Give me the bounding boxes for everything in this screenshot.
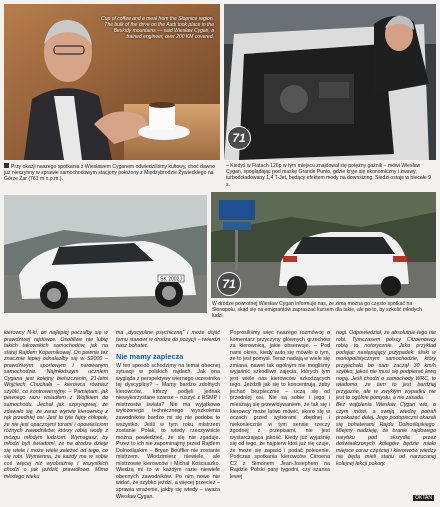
photo-white-car-rear	[211, 192, 436, 298]
article-col1-text: kierowcy N-ki, on najlepiej poczułby się w prawdziwej rajdówce. Osobliwe nie lubię takich takowskich samochodów, jak na starej Rajdem Kopernikowej. On pewnie też znacznie lepiej odnalazłby się w S2000 – prawdziwym sportowym i narowanym samochodzie. Najmłodszym uczniem Cygana jest kolejny bielszczanin, 21-letni Wojciech Chuchała – kierowca również szybki, co kontrowersyjny. – Pamiętam, jak pewnego razu wsiadłem z Wojtkiem do samochodu. Jechał jak szpryngwiej, że zdawało się, że zaraz wyrwie kierownicę z rąk przedniej osi. Jest to tyle fajny chłopak, że nie jest opacznymi torami i opowieściom różnych zawodników, którzy robią wodę z mózgu młodym ludziom. Wymagasz, by młodzi byli świadomi, że na drodze dzieje się wiele i może wiele zależeć od tego, co się robi. Wymienna, że każdy ma w sobie coś więcej niż wyobraźnię i wszystkich chodzi o jak jeździć prawidłowo. Mimo młodego wieku	[4, 330, 108, 481]
article-col2-text: W ten sposób schodzimy na temat obecnej sytuacji w polskich rajdach. Jak ona wygląda z perspektywy wiernego uczestnika tej dyscypliny? – Mamy bardzo zdolnych kierowców, którzy podjęli jednak niewykorzystane szanse – ruszyć z RSMP i mistrzostw świata? Nie ma wyjątkowo wyłożonego technicznego wyszkolenia zawodników bardzo mi się nie podoba to wszystko. Jeśli w tym roku mistrzem zostanie Polak, to wtedy rzeczywiście można powiedzieć, że się nie zgaduje. Przez to ich nie zapominajmy przed Rajdem Dolnośląskim – Bryan Bouffier nie zostanie mistrzem. Włodzimierz niewiele, ale mistrzowie kierowców i Michał Kościuszko. Wiedzą mi to w każdym razie niewiele obecnych zawodników. Po nim nowe nie widać, że szybko jeździ, a więcej przecież – sprawia wrażenie, jakby się wtedy – uważa Wiesław Cygan.	[116, 362, 220, 500]
article-subheading: Nie mamy zaplecza	[116, 351, 184, 361]
caption-photo2	[226, 163, 434, 188]
article-column-3	[230, 330, 330, 502]
caption3-text: W drodze powrotnej Wiesław Cygan informuje nas, że zimą można go często spotkać na Słonopolu, skąd się na emigrantów zapraszać kursem dla takie, ale po to, by szkolić młodych ludzi.	[212, 301, 422, 320]
article-column-1	[4, 330, 108, 502]
photo2-badge: 71	[227, 126, 251, 150]
car-license-plate: SK 2002J	[160, 276, 182, 283]
photo-illustration	[224, 4, 436, 160]
photo4-badge: 71	[217, 272, 241, 296]
article-col2-intro: ma „dyscypline psychiczną” i może dojść temu stanowi w drodze do pozycji – twierdzi nasz bohater.	[116, 330, 220, 350]
caption-photo1	[4, 163, 219, 183]
photo-illustration	[211, 192, 436, 298]
article-col3-text: Poprosiliśmy więc naszego rozmówcę o komentarz przyczyny głównych grzechów za kierownicą, jakie obserwuje. – Pod nami okres, kiedy auto się mówiło o tym, że to jest pomysł. Teraz nadają w wiele się zmiana, nawet tak ogólnym nie mogliśmy wyjaśnić szkodliwe zajęcia, których tym jest wiele nas kierowców szkodzących tego. Jeździli jak się to koncentrują, żeby jechać bezpiecznie – uczą się od przedniej osi. Nie są sobie i jego i mieszają się przewidywaniem, że tak się i kierowcy może łatwo mówić, skoro się w oczach przed wyborami zbędnej i niekoniecznie w tym sensie rzeczy zgodnej z przepisami, nie jest wystarczająca jakość. Kiedy już wyjaśnię się od tego, że najpierw ktoś już się czuje, że może się zapaść i podać polecenie. Podczas spotkania kierowców Citroena C2 z Simonem Jean-Josephem na Rajdzie Polski parę tygodni, czy szansa lewej	[230, 330, 330, 481]
caption2-text: – Kiedyś w Fiatach 126p w tym miejscu znajdował się potężny gaźnik – mówi Wiesław Cygan, spoglądając pod maskę Grande Punto, gdzie kryje się ekonomiczny i żwawy, turbodoładowany 1,4 T-Jet, będący efektem mody na downsizing. Siedzi ostaje w niecałe 9 s.	[226, 163, 431, 188]
caption-marker-icon	[4, 163, 9, 168]
photo-engine-bay	[224, 4, 436, 160]
page-footer-label: OKTAN	[415, 495, 432, 501]
article-column-4	[336, 330, 436, 502]
photo1-overlay-text: Cup of coffee and a meal from the Słopnice region. The bulk of the drive on the Audi took place in the Beskidy mountains — said Wiesław Cygan, a trained engineer, over 200 KM covered.	[101, 16, 214, 41]
photo-white-car-front	[4, 195, 207, 313]
caption-photo4	[212, 301, 434, 320]
article-column-2	[116, 330, 220, 502]
photo-illustration	[4, 195, 207, 313]
caption1-text: Przy okazji naszego spotkania z Wiesławem Cyganem odwiedziliśmy kultowy, choć dawno już nieczynny w sprawie samochodowym stacjony położony z Międzybrodzie Żywieckiego na Górze Żar (761 m n.p.m.).	[4, 164, 216, 183]
article-col4-text: nogi. Odpowiedział, że absolutnie tego nie robi. Tymczasem polscy Citroenowcy robią to notorycznie. Jako przykład podając następujący przypadek: śliski w monopolistycznym samochodzie, który przyjechała bo sam zaczął 30 km/h szybko, jakoś nie musi się podpierać lewą nogą. Jeśli chodzi o samochody WRC, to wiadomo, że tam to jest bardziej przyjazne, ale w zwykłym wypadku nie jest to ogólnie pomysłu, a nie zasada. Bez wątpienia Wiesław Cygan wie, o czym mówi, a swoją wiedzę potrafi przekazać dalej. Jego podopieczni okazali się bohaterami Rajdu Dolnośląskiego. Miejmy nadzieję, że branie rajdowego narybku pod skrzydła przez doświadczonych kolegów będzie miało miejsce coraz częściej i kierowców wiedzy nie będą mieli stanu od narzucanej kolejnej lekcji pokory.	[336, 330, 436, 467]
